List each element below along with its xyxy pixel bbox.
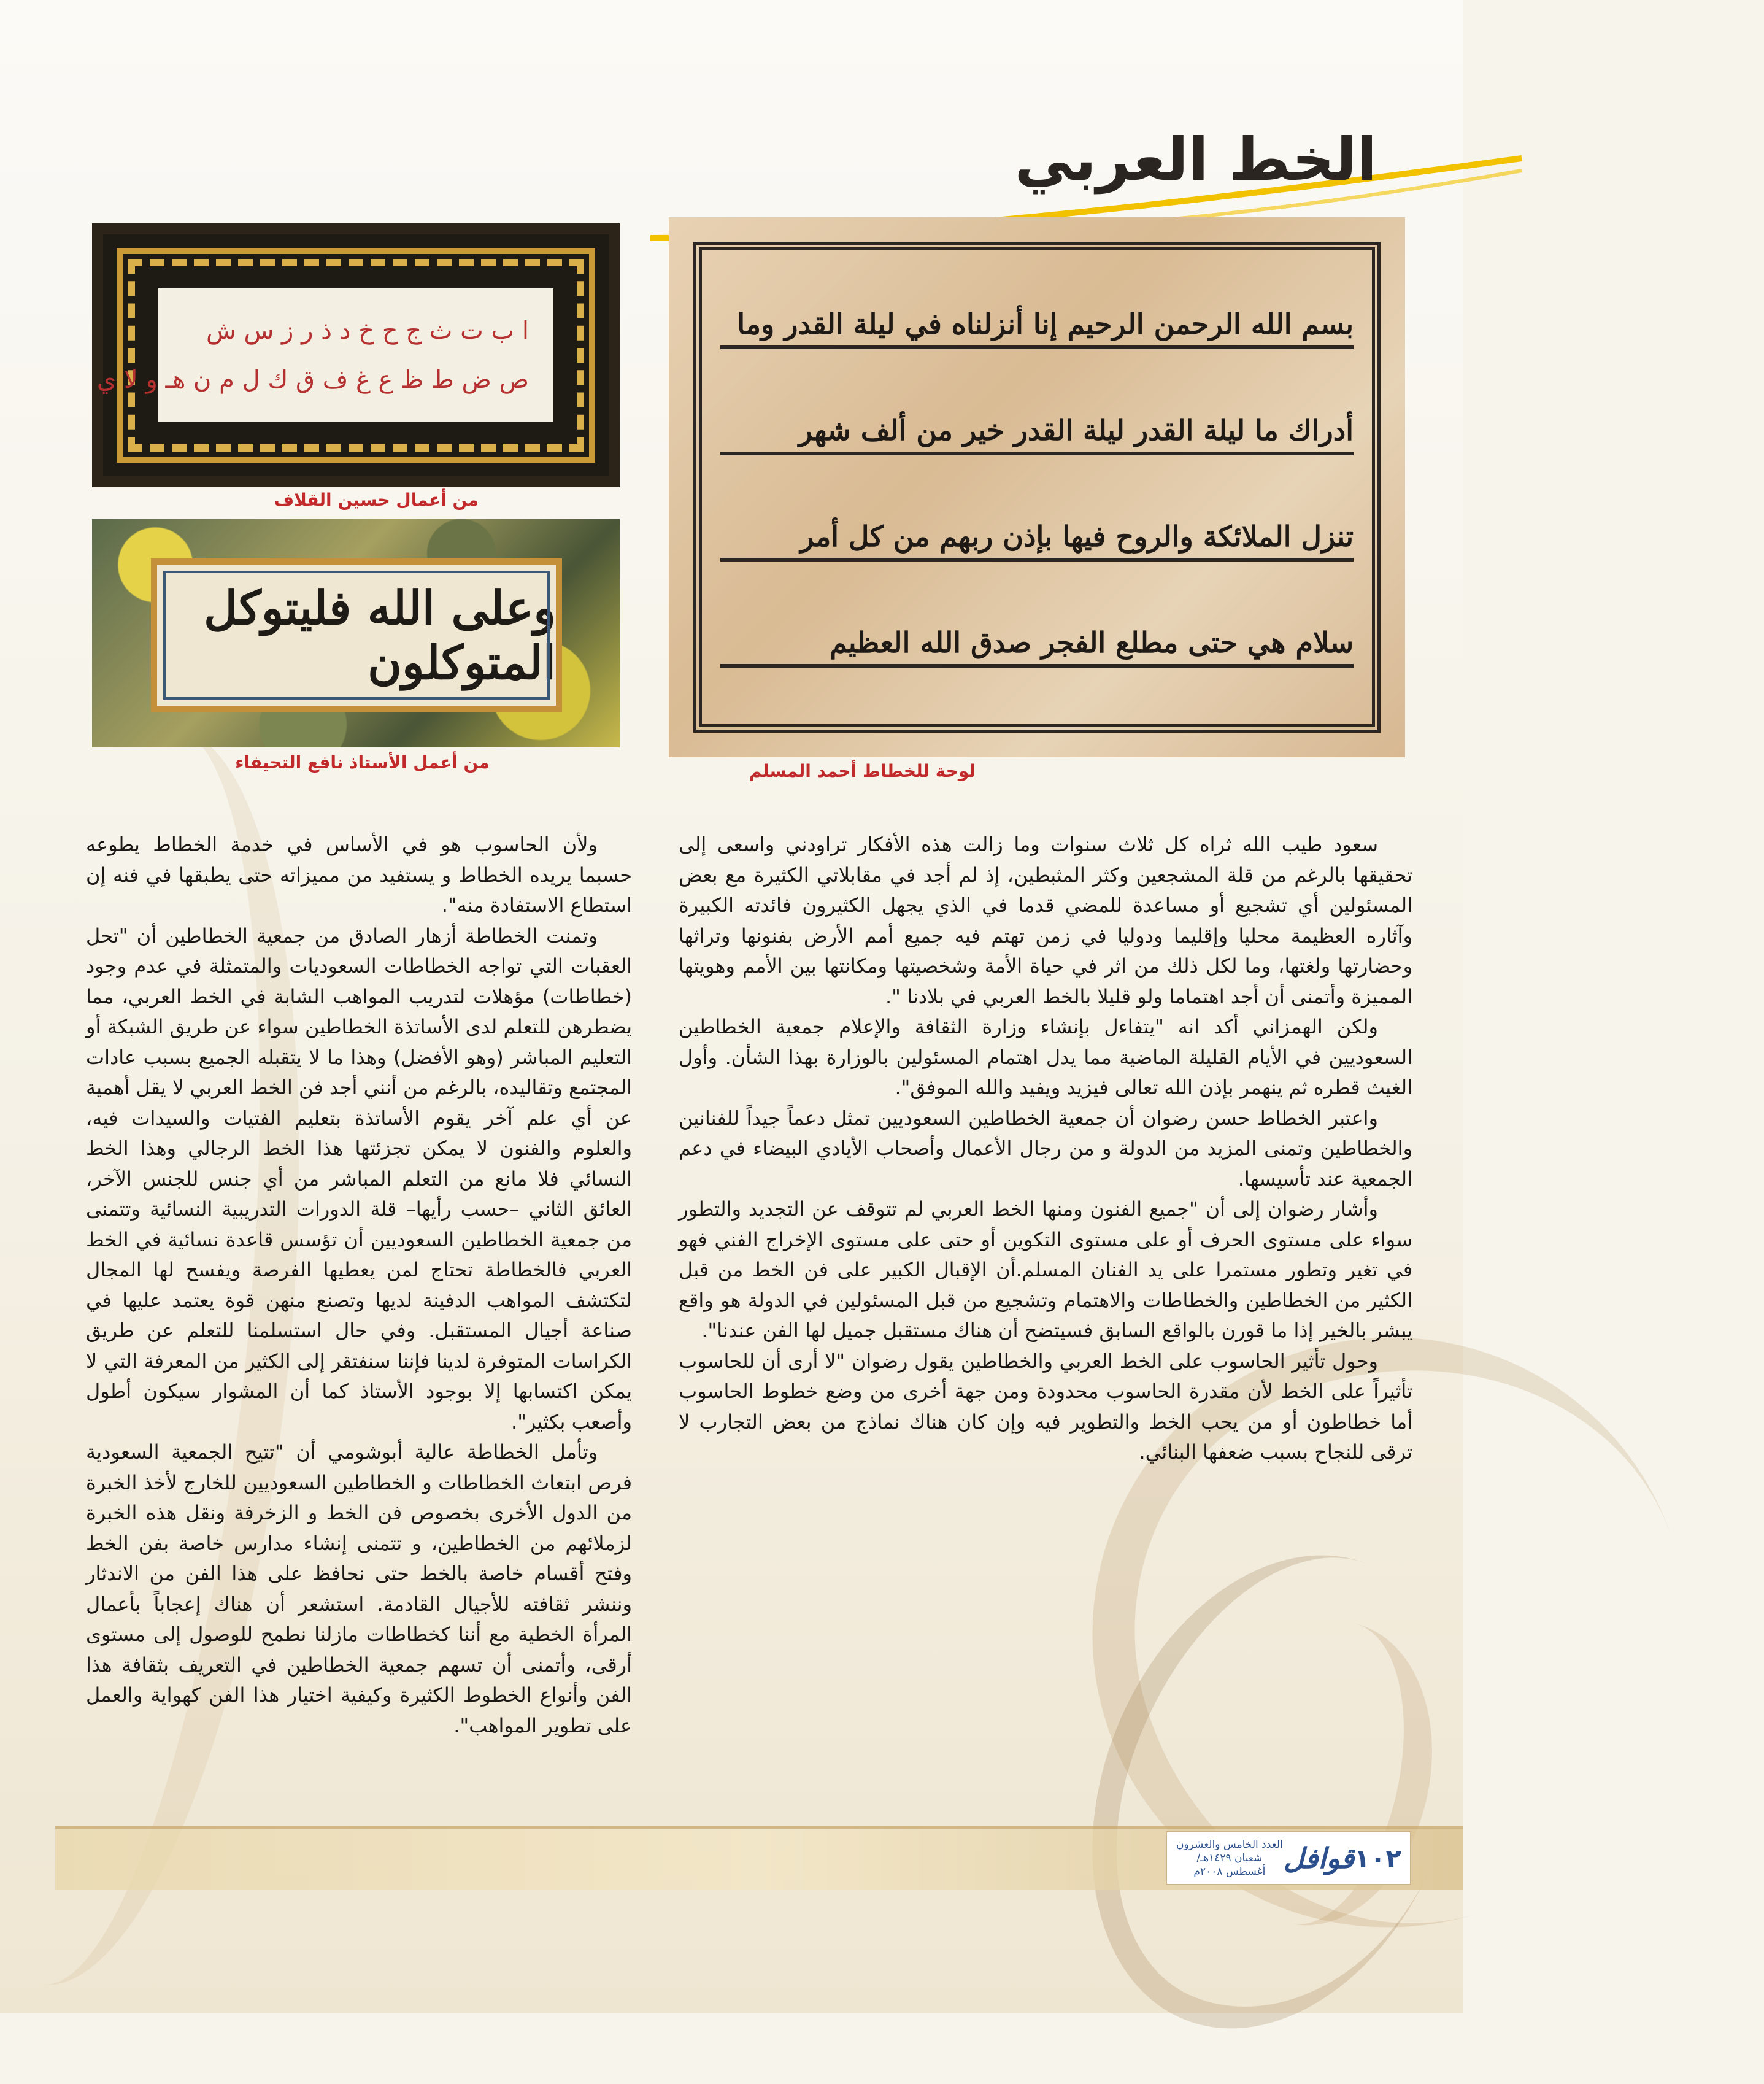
paragraph: وتأمل الخطاطة عالية أبوشومي أن "تتيح الجمعية السعودية فرص ابتعاث الخطاطات و الخطاطين السعوديين للخارج لأخذ الخبرة من الدول الأخرى بخصوص فن الخط و الزخرفة ونقل هذه الخبرة لزملائهم من الخطاطين، و تتمنى إنشاء مدارس خاصة بفن الخط وفتح أقسام خاصة بالخط حتى نحافظ على هذا الفن من الاندثار وننشر ثقافته للأجيال القادمة. استشعر أن هناك إعجاباً بأعمال المرأة الخطية مع أننا كخطاطات مازلنا نطمح للوصول إلى مستوى أرقى، وأتمنى أن تسهم جمعية الخطاطين في التعريف بثقافة هذا الفن وأنواع الخطوط الكثيرة وكيفية اختيار هذا الفن كهواية والعمل على تطوير المواهب". <box>86 1440 632 1737</box>
issue-date: شعبان ١٤٢٩هـ/ أغسطس ٢٠٠٨م <box>1193 1852 1266 1878</box>
magazine-logo: قوافل <box>1283 1842 1355 1875</box>
marbled-calligraphy-image <box>92 519 620 747</box>
paragraph: وأشار رضوان إلى أن "جميع الفنون ومنها الخط العربي لم تتوقف عن التجديد والتطور سواء على مستوى الحرف أو على مستوى التكوين أو حتى على مستوى الإخراج الفني فهو في تغير وتطور مستمرا على يد الفنان المسلم.أن الإقبال الكبير على فن الخط من قبل الكثير من الخطاطين والخطاطات والاهتمام وتشجيع من قبل المسئولين في الدولة هو واقع يبشر بالخير إذا ما قورن بالواقع السابق فسيتضح أن هناك مستقبل جميل لها الفن عندنا". <box>679 1197 1412 1342</box>
kufic-image-caption: لوحة للخطاط أحمد المسلم <box>749 761 976 781</box>
alphabet-calligraphy-image <box>92 223 620 487</box>
kufic-calligraphy-image <box>669 217 1405 757</box>
article-column-left <box>86 830 632 1741</box>
calligraphy-paper <box>96 288 553 422</box>
qallaf-image-caption: من أعمال حسين القلاف <box>274 490 479 510</box>
kufic-line: بسم الله الرحمن الرحيم إنا أنزلناه في ليلة القدر وما <box>720 307 1354 349</box>
kufic-line: تنزل الملائكة والروح فيها بإذن ربهم من كل أمر <box>720 520 1354 562</box>
paragraph: ولأن الحاسوب هو في الأساس في خدمة الخطاط يطوعه حسبما يريده الخطاط و يستفيد من مميزاته حتى يطبقها في فنه إن استطاع الاستفادة منه". <box>86 833 632 917</box>
kufic-line: أدراك ما ليلة القدر ليلة القدر خير من ألف شهر <box>720 414 1354 455</box>
letters-row: ا ب ت ث ج ح خ د ذ ر ز س ش <box>206 317 529 345</box>
calligraphy-card <box>151 558 562 712</box>
tahifa-image-caption: من أعمل الأستاذ نافع التحيفاء <box>235 752 490 773</box>
card-ornament-border <box>163 571 550 700</box>
letters-row: ص ض ط ظ ع غ ف ق ك ل م ن هـ و لا ي <box>96 366 529 394</box>
calligraphy-verse: وعلى الله فليتوكل المتوكلون <box>203 581 556 690</box>
kufic-line: سلام هي حتى مطلع الفجر صدق الله العظيم <box>720 626 1354 668</box>
paragraph: ولكن الهمزاني أكد انه "يتفاءل بإنشاء وزارة الثقافة والإعلام جمعية الخطاطين السعوديين في الأيام القليلة الماضية مما يدل اهتمام المسئولين بالوزارة بهذا الشأن. وأول الغيث قطره ثم ينهمر بإذن الله تعالى فيزيد ويفيد والله الموفق". <box>679 1015 1412 1099</box>
issue-number: العدد الخامس والعشرون <box>1176 1839 1283 1851</box>
page-number: ١٠٢ <box>1354 1843 1401 1874</box>
article-column-right <box>679 830 1412 1468</box>
paragraph: وتمنت الخطاطة أزهار الصادق من جمعية الخطاطين أن "تحل العقبات التي تواجه الخطاطات السعوديات والمتمثلة في عدم وجود (خطاطات) مؤهلات لتدريب المواهب الشابة في الخط العربي، مما يضطرهن للتعلم لدى الأساتذة الخطاطين سواء عن طريق الشبكة أو التعليم المباشر (وهو الأفضل) وهذا ما لا يتقبله الجميع بسبب عادات المجتمع وتقاليده، بالرغم من أنني أجد فن الخط العربي لا يقل أهمية عن أي علم آخر يقوم الأساتذة بتعليم الفتيات والسيدات فيه، والعلوم والفنون لا يمكن تجزئتها هذا الخط الرجالي وهذا الخط النسائي فلا مانع من التعلم المباشر من أي جنس للجنس الآخر، العائق الثاني –حسب رأيها– قلة الدورات التدريبية النسائية وتتمنى من جمعية الخطاطين السعوديين أن تؤسس قاعدة نسائية في الخط العربي فالخطاطة تحتاج لمن يعطيها الفرصة ويفسح لها المجال لتكتشف المواهب الدفينة لديها وتصنع منهن قوة يعتمد عليها في صناعة أجيال المستقبل. وفي حال استسلمنا للتعلم عن طريق الكراسات المتوفرة لدينا فإننا سنفتقر إلى الكثير من المعرفة التي لا يمكن اكتسابها إلا بوجود الأستاذ كما أن المشوار سيكون أطول وأصعب بكثير". <box>86 924 632 1434</box>
footer-badge <box>1166 1831 1411 1885</box>
section-title: الخط العربي <box>1014 125 1377 194</box>
paragraph: واعتبر الخطاط حسن رضوان أن جمعية الخطاطين السعوديين تمثل دعماً جيداً للفنانين والخطاطين وتمنى المزيد من الدولة و من رجال الأعمال وأصحاب الأيادي البيضاء في دعم الجمعية عند تأسيسها. <box>679 1106 1412 1191</box>
issue-info <box>1176 1838 1284 1878</box>
paragraph: وحول تأثير الحاسوب على الخط العربي والخطاطين يقول رضوان "لا أرى أن للحاسوب تأثيراً على الخط لأن مقدرة الحاسوب محدودة ومن جهة أخرى من وضع خطوط الحاسوب أما خطاطون أو من يحب الخط والتطوير فيه وإن كان هناك نماذج من بعض التجارب لا ترقى للنجاح بسبب ضعفها البنائي. <box>679 1349 1412 1464</box>
kufic-frame <box>693 242 1381 733</box>
paragraph: سعود طيب الله ثراه كل ثلاث سنوات وما زالت هذه الأفكار تراودني واسعى إلى تحقيقها بالرغم من قلة المشجعين وكثر المثبطين، إذ لم أجد في مقابلاتي الكثيرة مع بعض المسئولين أي تشجيع أو مساعدة للمضي قدما في الذي يجهل الكثيرون فائدته الكبيرة وآثاره العظيمة محليا وإقليما ودوليا في زمن تهتم فيه جميع أمم الأرض بفنونها وتراثها وحضارتها ولغتها، وما لكل ذلك من اثر في حياة الأمة وشخصيتها ومكانتها بين الأمم وهويتها المميزة وأتمنى أن أجد اهتماما ولو قليلا بالخط العربي في بلادنا ". <box>679 833 1412 1008</box>
